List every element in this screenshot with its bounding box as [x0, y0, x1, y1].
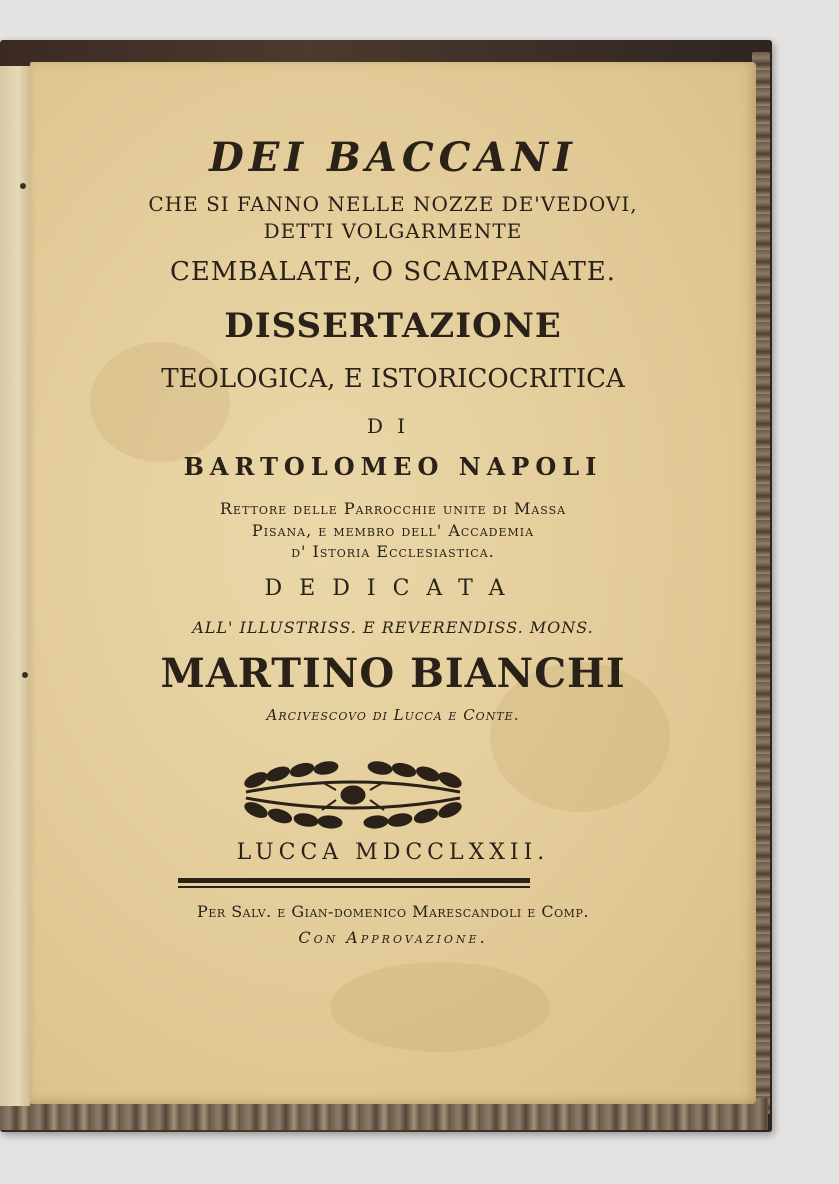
imprint-place-year: LUCCA MDCCLXXII. — [236, 840, 550, 865]
dedicatee-title: Arcivescovo di Lucca e Conte. — [266, 706, 520, 724]
imprint-rule-thin — [178, 886, 530, 888]
dedication-label: DEDICATA — [264, 576, 522, 601]
title-page — [30, 62, 756, 1104]
by-line: DI — [367, 414, 419, 438]
subtitle-line-3: CEMBALATE, O SCAMPANATE. — [169, 257, 617, 287]
binding-hole — [22, 672, 28, 678]
author-name: BARTOLOMEO NAPOLI — [183, 452, 603, 481]
binding-hole — [20, 183, 26, 189]
author-title-line-1: Rettore delle Parrocchie unite di Massa — [219, 499, 567, 518]
laurel-branches-ornament-icon — [226, 752, 480, 832]
paper-stain — [90, 342, 230, 462]
main-title: DEI BACCANI — [209, 134, 577, 181]
author-title-line-2: Pisana, e membro dell' Accademia — [251, 521, 535, 540]
author-title-line-3: d' Istoria Ecclesiastica. — [291, 542, 495, 561]
approval-line: Con Approvazione. — [298, 928, 488, 947]
left-facing-page — [0, 66, 30, 1106]
printer-line: Per Salv. e Gian-domenico Marescandoli e Comp. — [197, 902, 589, 921]
dedicatee-honorific: ALL' ILLUSTRISS. E REVERENDISS. MONS. — [192, 618, 594, 637]
dedicatee-name: MARTINO BIANCHI — [160, 650, 626, 697]
subtitle-line-1: CHE SI FANNO NELLE NOZZE DE'VEDOVI, — [148, 192, 638, 216]
work-type: DISSERTAZIONE — [224, 306, 562, 346]
work-qualifier: TEOLOGICA, E ISTORICOCRITICA — [161, 364, 625, 394]
imprint-rule-thick — [178, 878, 530, 883]
paper-stain — [330, 962, 550, 1052]
subtitle-line-2: DETTI VOLGARMENTE — [263, 219, 523, 243]
